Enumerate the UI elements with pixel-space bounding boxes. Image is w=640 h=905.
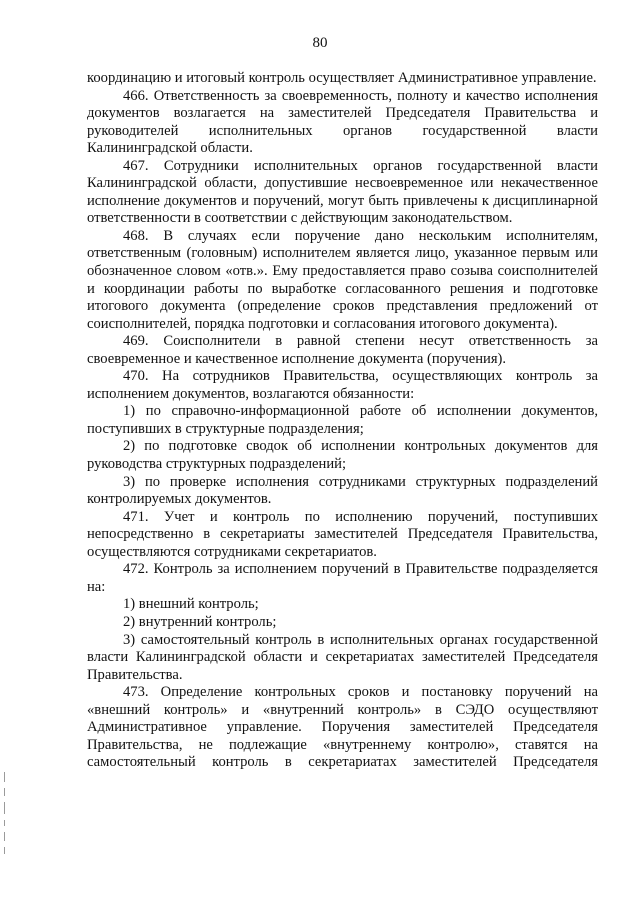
- paragraph-470: 470. На сотрудников Правительства, осуществляющих контроль за исполнением документов, возлагаются обязанности:: [87, 368, 598, 402]
- paragraph-468: 468. В случаях если поручение дано нескольким исполнителям, ответственным (головным) исполнителем является лицо, указанное первым или обозначенное словом «отв.». Ему предоставляется право созыва соисполнителей и координации работы по выработке согласованного решения и подготовке итогового документа (определение сроков представления предложений от соисполнителей, порядка подготовки и согласования итогового документа).: [87, 227, 598, 332]
- paragraph-471: 471. Учет и контроль по исполнению поручений, поступивших непосредственно в секретариаты заместителей Председателя Правительства, осуществляются сотрудниками секретариатов.: [87, 508, 598, 560]
- paragraph-472-2: 2) внутренний контроль;: [123, 613, 277, 630]
- document-body: [87, 70, 598, 772]
- paragraph-472-1: 1) внешний контроль;: [123, 596, 259, 613]
- paragraph-470-3: 3) по проверке исполнения сотрудниками структурных подразделений контролируемых документов.: [87, 473, 598, 508]
- paragraph-466: 466. Ответственность за своевременность, полноту и качество исполнения документов возлагается на заместителей Председателя Правительства и руководителей исполнительных органов государственной власти Калининградской области.: [87, 87, 598, 157]
- paragraph-473: 473. Определение контрольных сроков и постановку поручений на «внешний контроль» и «внутренний контроль» в СЭДО осуществляют Административное управление. Поручения заместителей Председателя Правительства, не подлежащие «внутреннему контролю», ставятся на самостоятельный контроль в секретариатах заместителей Председателя: [87, 684, 598, 771]
- margin-scan-marks: [4, 772, 6, 892]
- paragraph-472: 472. Контроль за исполнением поручений в Правительстве подразделяется на:: [87, 561, 598, 595]
- paragraph-467: 467. Сотрудники исполнительных органов государственной власти Калининградской области, допустившие несвоевременное или некачественное исполнение документов и поручений, могут быть привлечены к дисциплинарной ответственности в соответствии с действующим законодательством.: [87, 157, 598, 227]
- paragraph-472-3: 3) самостоятельный контроль в исполнительных органах государственной власти Калининградской области и секретариатах заместителей Председателя Правительства.: [87, 631, 598, 683]
- paragraph-470-2: 2) по подготовке сводок об исполнении контрольных документов для руководства структурных подразделений;: [87, 438, 598, 473]
- paragraph-470-1: 1) по справочно-информационной работе об исполнении документов, поступивших в структурные подразделения;: [87, 403, 598, 437]
- page-number: 80: [312, 35, 328, 51]
- paragraph-continuation: координацию и итоговый контроль осуществляет Административное управление.: [87, 70, 597, 86]
- paragraph-469: 469. Соисполнители в равной степени несут ответственность за своевременное и качественное исполнение документа (поручения).: [87, 333, 598, 367]
